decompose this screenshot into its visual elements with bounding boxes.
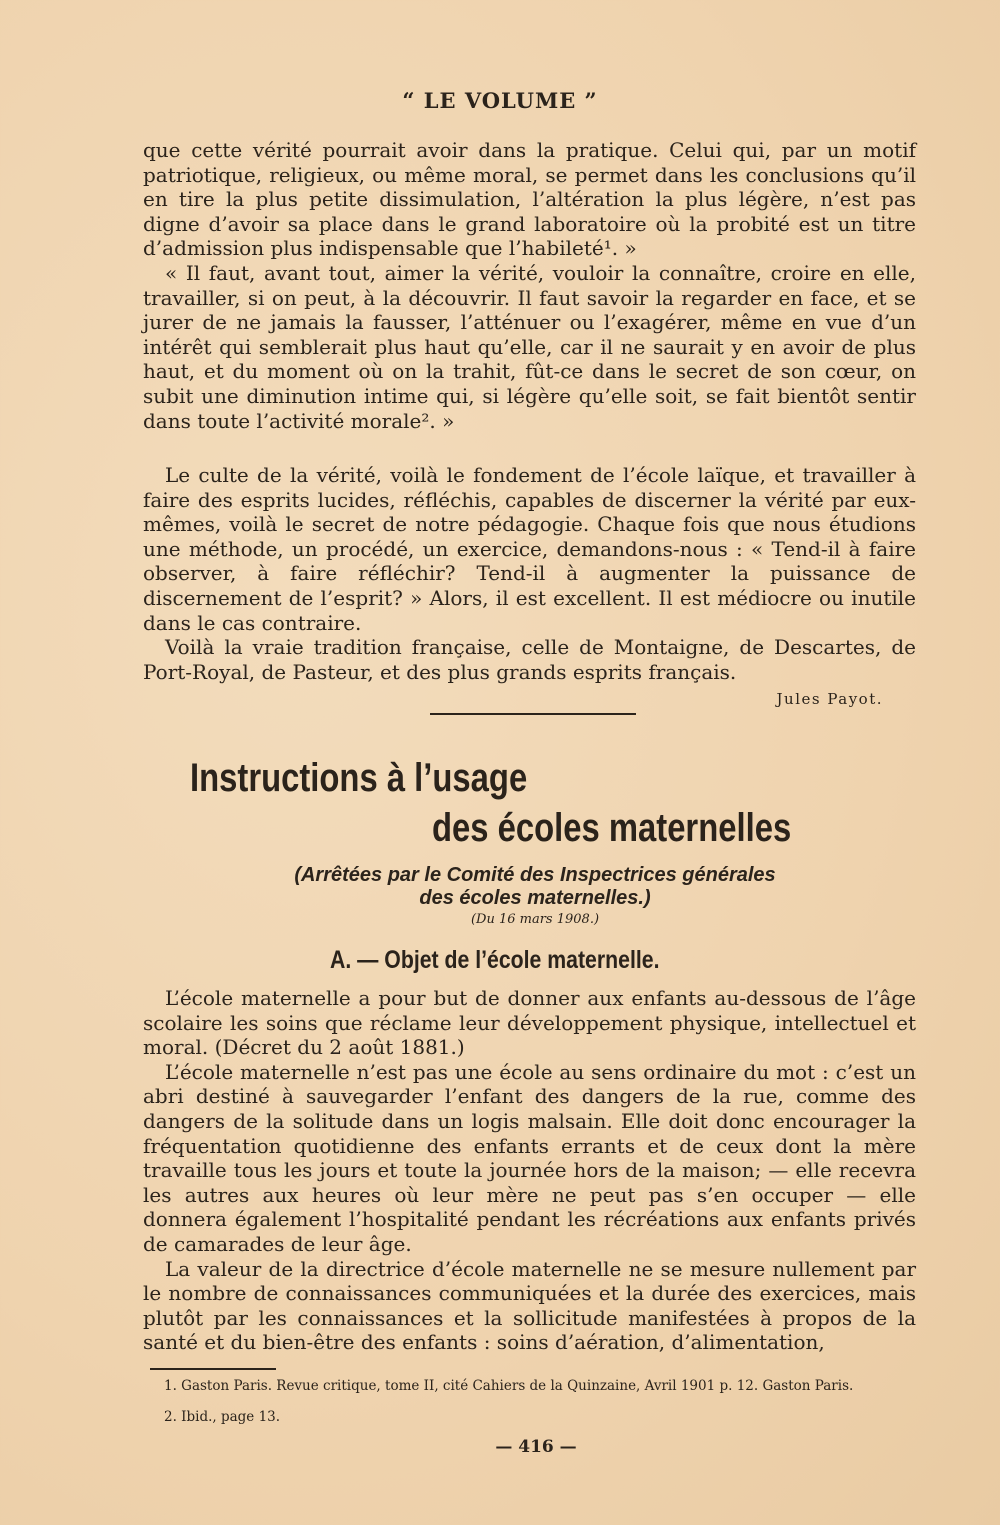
paragraph-6: L’école maternelle n’est pas une école au sens ordinaire du mot : c’est un abri destiné à sauvegarder l’enfant des dangers de la rue, comme des dangers de la solitude dans un logis malsain. Elle doit donc encourager la fréquentation quotidienne des enfants errants et de ceux dont la mère travaille tous les jours et toute la journée hors de la maison; — elle recevra les autres aux heures où leur mère ne peut pas s’en occuper — elle donnera également l’hospitalité pendant les récréations aux enfants privés de camarades de leur âge. — [143, 1059, 916, 1256]
quote-block — [143, 138, 916, 433]
footnote-divider — [150, 1368, 276, 1370]
paragraph-2: « Il faut, avant tout, aimer la vérité, vouloir la connaître, croire en elle, travailler, si on peut, à la découvrir. Il faut savoir la regarder en face, et se jurer de ne jamais la fausser, l’atténuer ou l’exagérer, même en vue d’un intérêt qui semblerait plus haut qu’elle, car il ne saurait y en avoir de plus haut, et du moment où on la trahit, fût-ce dans le secret de son cœur, on subit une diminution intime qui, si légère qu’elle soit, se fait bientôt sentir dans toute l’activité morale². » — [143, 260, 916, 433]
footnote-1: 1. Gaston Paris. Revue critique, tome II, cité Cahiers de la Quinzaine, Avril 1901 p. 12. Gaston Paris. — [164, 1378, 854, 1394]
running-header: “ LE VOLUME ” — [402, 88, 598, 113]
article-subtitle-line-1: (Arrêtées par le Comité des Inspectrices générales — [294, 864, 776, 886]
section-heading: A. — Objet de l’école maternelle. — [330, 946, 660, 974]
section-divider — [430, 713, 636, 715]
article-subtitle-line-2: des écoles maternelles.) — [419, 887, 651, 909]
article-body — [143, 986, 916, 1355]
paragraph-1: que cette vérité pourrait avoir dans la pratique. Celui qui, par un motif patriotique, religieux, ou même moral, se permet dans les conclusions qu’il en tire la plus petite dissimulation, l’altération la plus légère, n’est pas digne d’avoir sa place dans le grand laboratoire où la probité est un titre d’admission plus indispensable que l’habileté¹. » — [143, 138, 916, 261]
article-title-line-2: des écoles maternelles — [432, 806, 792, 850]
author-signature: Jules Payot. — [776, 690, 883, 708]
footnote-2: 2. Ibid., page 13. — [164, 1409, 281, 1425]
article-date: (Du 16 mars 1908.) — [470, 912, 600, 927]
paragraph-3: Le culte de la vérité, voilà le fondement de l’école laïque, et travailler à faire des esprits lucides, réfléchis, capables de discerner la vérité par eux-mêmes, voilà le secret de notre pédagogie. Chaque fois que nous étudions une méthode, un procédé, un exercice, demandons-nous : « Tend-il à faire observer, à faire réfléchir? Tend-il à augmenter la puissance de discernement de l’esprit? » Alors, il est excellent. Il est médiocre ou inutile dans le cas contraire. — [143, 463, 916, 635]
paragraph-5: L’école maternelle a pour but de donner aux enfants au-dessous de l’âge scolaire les soins que réclame leur développement physique, intellectuel et moral. (Décret du 2 août 1881.) — [143, 986, 916, 1060]
page-number: — 416 — — [495, 1437, 577, 1457]
payot-conclusion — [143, 463, 916, 684]
paragraph-7: La valeur de la directrice d’école maternelle ne se mesure nullement par le nombre de connaissances communiquées et la durée des exercices, mais plutôt par les connaissances et la sollicitude manifestées à propos de la santé et du bien-être des enfants : soins d’aération, d’alimentation, — [143, 1256, 916, 1355]
article-title-line-1: Instructions à l’usage — [190, 756, 528, 800]
paragraph-4: Voilà la vraie tradition française, celle de Montaigne, de Descartes, de Port-Royal, de Pasteur, et des plus grands esprits français. — [143, 635, 916, 684]
